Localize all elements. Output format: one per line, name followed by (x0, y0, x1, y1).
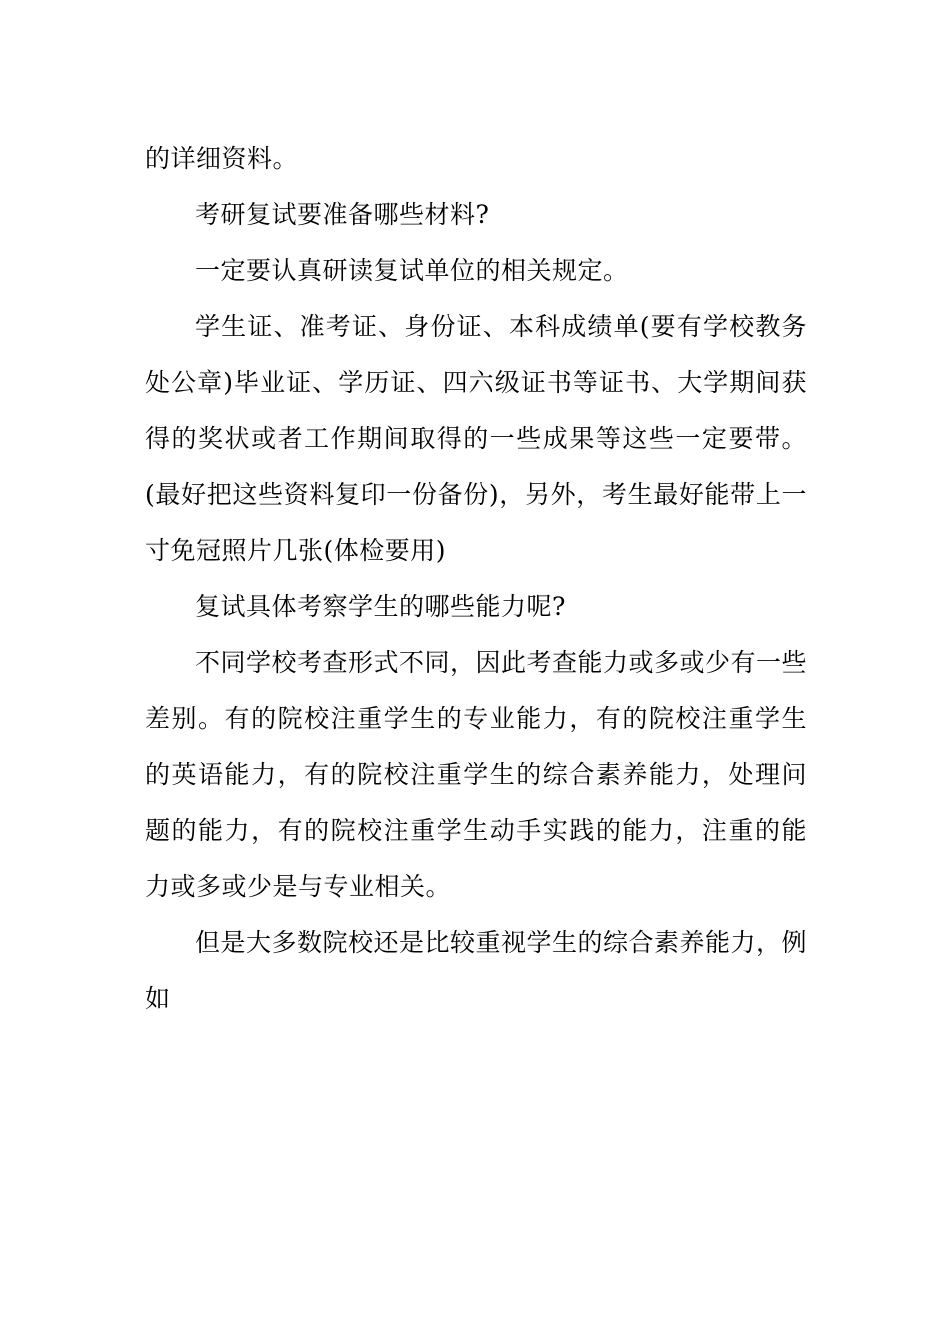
paragraph-abilities-detail: 不同学校考查形式不同，因此考查能力或多或少有一些差别。有的院校注重学生的专业能力，有的院校注重学生的英语能力，有的院校注重学生的综合素养能力，处理问题的能力，有的院校注重学生动手实践的能力，注重的能力或多或少是与专业相关。 (145, 648, 808, 901)
paragraph-question-materials: 考研复试要准备哪些材料? (195, 200, 490, 229)
document-body (145, 131, 807, 1027)
paragraph-question-abilities: 复试具体考察学生的哪些能力呢? (195, 592, 566, 621)
paragraph-materials-list: 学生证、准考证、身份证、本科成绩单(要有学校教务处公章)毕业证、学历证、四六级证书等证书、大学期间获得的奖状或者工作期间取得的一些成果等这些一定要带。(最好把这些资料复印一份备份)，另外，考生最好能带上一寸免冠照片几张(体检要用) (145, 312, 807, 565)
paragraph-read-regulations: 一定要认真研读复试单位的相关规定。 (195, 256, 629, 285)
paragraph-continuation: 的详细资料。 (145, 144, 299, 173)
paragraph-comprehensive-ability: 但是大多数院校还是比较重视学生的综合素养能力，例如 (145, 928, 808, 1013)
